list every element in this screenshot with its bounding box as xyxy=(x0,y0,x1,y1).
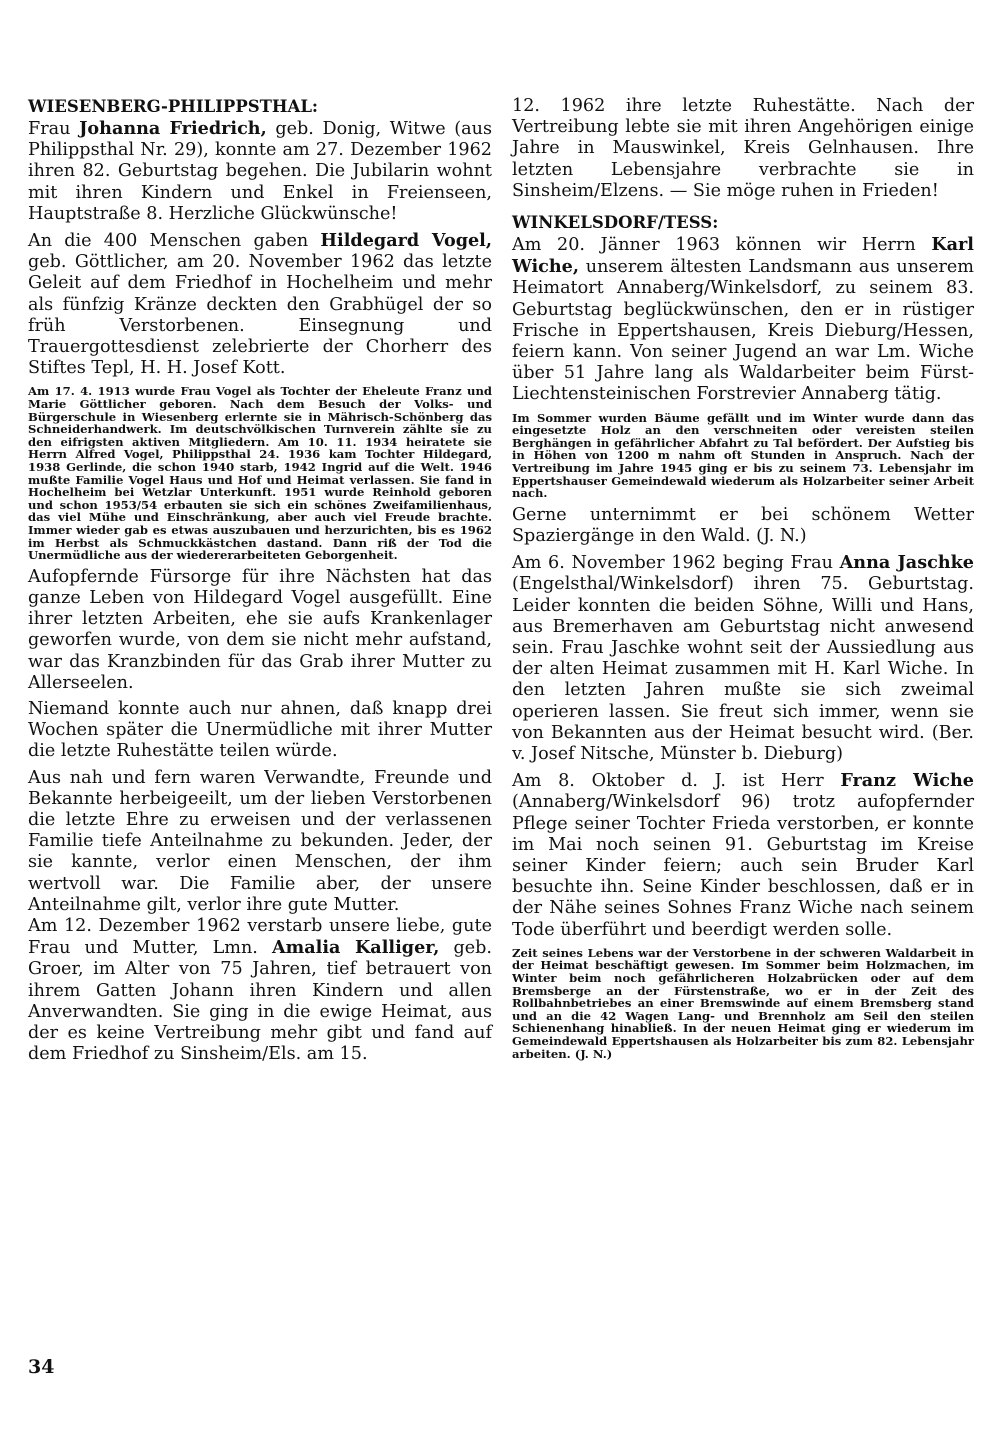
paragraph-vogel-funeral: Aus nah und fern waren Verwandte, Freunde und Bekannte herbeigeeilt, um der lieben Verstorbenen die letzte Ehre zu erweisen und der verlassenen Familie tiefe Anteilnahme zu bekunden. Jeder, der sie kannte, verlor einen Menschen, der ihm wertvoll war. Die Familie aber, der unsere Anteilnahme gilt, verlor ihre gute Mutter. xyxy=(28,767,492,915)
paragraph-karl-wiche-walks: Gerne unternimmt er bei schönem Wetter Spaziergänge in den Wald. (J. N.) xyxy=(512,504,974,546)
person-name: Karl Wiche, xyxy=(512,234,974,278)
paragraph-kalliger-continued: 12. 1962 ihre letzte Ruhestätte. Nach der Vertreibung lebte sie mit ihren Angehörigen einige Jahre in Mauswinkel, Kreis Gelnhausen. Ihre letzten Lebensjahre verbrachte sie in Sinsheim/Elzens. — Sie möge ruhen in Frieden! xyxy=(512,96,974,201)
text: Am 12. Dezember 1962 verstarb unsere liebe, gute Frau und Mutter, Lmn. xyxy=(28,916,492,959)
paragraph-vogel-care: Aufopfernde Fürsorge für ihre Nächsten hat das ganze Leben von Hildegard Vogel ausgefüllt. Eine ihrer letzten Arbeiten, ehe sie aufs Krankenlager geworfen wurde, von dem sie nicht mehr aufstand, war das Kranzbinden für das Grab ihrer Mutter zu Allerseelen. xyxy=(28,566,492,693)
paragraph-franz-wiche xyxy=(512,770,974,941)
text: Am 6. November 1962 beging Frau xyxy=(512,553,840,574)
person-name: Anna Jaschke xyxy=(839,552,974,574)
person-name: Johanna Friedrich, xyxy=(79,118,267,139)
text: (Annaberg/Winkelsdorf 96) trotz aufopfernder Pflege seiner Tochter Frieda verstorben, er konnte im Mai noch seinen 91. Geburtstag im Kreise seiner Kinder feiern; auch sein Bruder Karl besuchte ihn. Seine Kinder beschlossen, daß er in der Nähe seines Sohnes Franz Wiche nach seinem Tode überführt und beerdigt werden solle. xyxy=(512,792,974,940)
text: (Engelsthal/Winkelsdorf) ihren 75. Geburtstag. Leider konnten die beiden Söhne, Willi und Hans, aus Bremerhaven am Geburtstag nicht anwesend sein. Frau Jaschke wohnt seit der Aussiedlung aus der alten Heimat zusammen mit H. Karl Wiche. In den letzten Jahren mußte sie sich zweimal operieren lassen. Sie freut sich immer, wenn sie von Bekannten aus der Heimat besucht wird. (Ber. v. Josef Nitsche, Münster b. Dieburg) xyxy=(512,574,974,765)
paragraph-karl-wiche xyxy=(512,234,974,406)
section-heading-winkelsdorf: WINKELSDORF/TESS: xyxy=(512,213,719,233)
paragraph-vogel-ahnen: Niemand konnte auch nur ahnen, daß knapp drei Wochen später die Unermüdliche mit ihrer Mutter die letzte Ruhestätte teilen würde. xyxy=(28,698,492,762)
text: Am 8. Oktober d. J. ist Herr xyxy=(512,771,841,792)
text: Am 20. Jänner 1963 können wir Herrn xyxy=(512,235,932,256)
text: unserem ältesten Landsmann aus unserem Heimatort Annaberg/Winkelsdorf, zu seinem 83. Geburtstag beglückwünschen, den er in rüstiger Frische in Eppertshausen, Kreis Dieburg/Hessen, feiern kann. Von seiner Jugend an war Lm. Wiche über 51 Jahre lang als Waldarbeiter beim Fürst-Liechtensteinischen Forstrevier Annaberg tätig. xyxy=(512,257,974,405)
paragraph-karl-wiche-work: Im Sommer wurden Bäume gefällt und im Winter wurde dann das eingesetzte Holz an den verschneiten oder vereisten steilen Berghängen in gefährlicher Abfahrt zu Tal befördert. Der Aufstieg bis in Höhen von 1200 m nahm oft Stunden in Anspruch. Nach der Vertreibung im Jahre 1945 ging er bis zu seinem 73. Lebensjahr im Eppertshauser Gemeindewald wiederum als Holzarbeiter seiner Arbeit nach. xyxy=(512,410,974,501)
paragraph-kalliger xyxy=(28,916,492,1065)
paragraph-franz-wiche-life: Zeit seines Lebens war der Verstorbene in der schweren Waldarbeit in der Heimat beschäftigt gewesen. Im Sommer beim Holzmachen, im Winter beim noch gefährlicheren Holzabrücken oder auf dem Bremsberge an der Fürstenstraße, wo er in der Zeit des Rollbahnbetriebes an einer Bremswinde auf einem Bremsberg stand und an die 42 Wagen Lang- und Brennholz am Seil den steilen Schienenhang hinabließ. In der neuen Heimat ging er wiederum im Gemeindewald Eppertshausen als Holzarbeiter bis zum 82. Lebensjahr arbeiten. (J. N.) xyxy=(512,945,974,1061)
text: geb. Donig, Witwe (aus Philippsthal Nr. 29), konnte am 27. Dezember 1962 ihren 82. Geburtstag begehen. Die Jubilarin wohnt mit ihren Kindern und Enkel in Freienseen, Hauptstraße 8. Herzliche Glückwünsche! xyxy=(28,119,492,224)
text: geb. Göttlicher, am 20. November 1962 das letzte Geleit auf dem Friedhof in Hochelheim und mehr als fünfzig Kränze deckten den Grabhügel der so früh Verstorbenen. Einsegnung und Trauergottesdienst zelebrierte der Chorherr des Stiftes Tepl, H. H. Josef Kott. xyxy=(28,252,492,379)
text: Frau xyxy=(28,119,80,139)
page-number: 34 xyxy=(28,1356,55,1378)
paragraph-jaschke xyxy=(512,552,974,765)
text: geb. Groer, im Alter von 75 Jahren, tief betrauert von ihrem Gatten Johann ihren Kindern und allen Anverwandten. Sie ging in die ewige Heimat, aus der es keine Vertreibung mehr gibt und fand auf dem Friedhof zu Sinsheim/Els. am 15. xyxy=(28,938,492,1065)
person-name: Amalia Kalliger, xyxy=(271,937,440,959)
text: An die 400 Menschen gaben xyxy=(28,231,321,252)
person-name: Franz Wiche xyxy=(840,770,975,792)
paragraph-friedrich xyxy=(28,118,492,225)
left-column xyxy=(28,96,492,1065)
paragraph-vogel xyxy=(28,230,492,379)
section-heading-wiesenberg: WIESENBERG-PHILIPPSTHAL: xyxy=(28,97,319,116)
right-column xyxy=(512,96,974,1060)
paragraph-vogel-biography: Am 17. 4. 1913 wurde Frau Vogel als Tochter der Eheleute Franz und Marie Göttlicher geboren. Nach dem Besuch der Volks- und Bürgerschule in Wiesenberg erlernte sie in Mährisch-Schönberg das Schneiderhandwerk. Im deutschvölkischen Turnverein zählte sie zu den eifrigsten aktiven Mitgliedern. Am 10. 11. 1934 heiratete sie Herrn Alfred Vogel, Philippsthal 24. 1936 kam Tochter Hildegard, 1938 Gerlinde, die schon 1940 starb, 1942 Ingrid auf die Welt. 1946 mußte Familie Vogel Haus und Hof und Heimat verlassen. Sie fand in Hochelheim bei Wetzlar Unterkunft. 1951 wurde Reinhold geboren und schon 1953/54 erbauten sie sich ein schönes Zweifamilienhaus, das viel Mühe und Einschränkung, aber auch viel Freude brachte. Immer wieder gab es etwas auszubauen und herzurichten, bis es 1962 im Herbst als Schmuckkästchen dastand. Dann riß der Tod die Unermüdliche aus der wiedererarbeiteten Geborgenheit. xyxy=(28,384,492,563)
person-name: Hildegard Vogel, xyxy=(320,230,492,252)
